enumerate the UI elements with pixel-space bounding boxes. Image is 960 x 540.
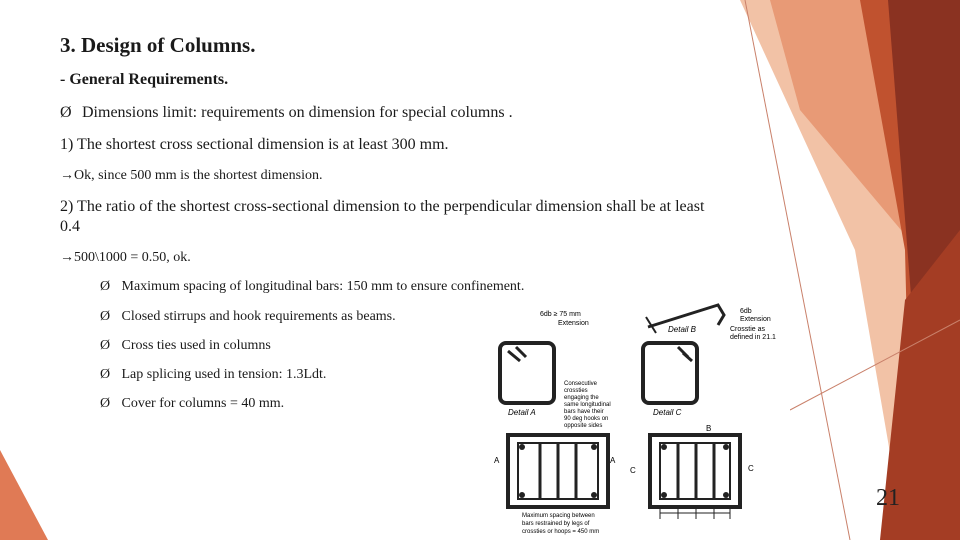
bullet-text: Maximum spacing of longitudinal bars: 150 mm to ensure confinement. xyxy=(121,279,525,294)
bullet-item xyxy=(100,309,396,325)
bullet-text: Cross ties used in columns xyxy=(121,338,271,353)
bullet-item xyxy=(100,396,284,412)
note-line: opposite sides xyxy=(564,423,603,429)
page-number: 21 xyxy=(876,485,900,511)
section-c-right-label: C xyxy=(748,464,754,473)
bullet-item xyxy=(100,279,524,295)
bullet-arrow-icon: Ø xyxy=(60,104,72,121)
note-line: crossties xyxy=(564,388,588,394)
bullet-text: Cover for columns = 40 mm. xyxy=(121,396,285,411)
bullet-text: Closed stirrups and hook requirements as beams. xyxy=(121,309,396,324)
detail-b-label: Detail B xyxy=(668,325,697,334)
bottom-left-triangle xyxy=(0,450,48,540)
crosstie-label: Crosstie as xyxy=(730,326,766,333)
spacing-note: crossties or hoops = 450 mm xyxy=(522,529,600,535)
section-c-left-label: C xyxy=(630,466,636,475)
section-a-left-label: A xyxy=(494,456,500,465)
spacing-note: Maximum spacing between xyxy=(522,513,595,519)
bullet-text: Lap splicing used in tension: 1.3Ldt. xyxy=(121,367,327,382)
bullet-item xyxy=(100,367,326,383)
spacing-note: bars restrained by legs of xyxy=(522,521,590,527)
bullet-arrow-icon: Ø xyxy=(100,367,111,382)
detail-a-label: Detail A xyxy=(508,408,536,417)
note-line: bars have their xyxy=(564,409,604,415)
check-2: →500\1000 = 0.50, ok. xyxy=(60,250,191,265)
requirement-2: 2) The ratio of the shortest cross-sectional dimension to the perpendicular dimension shall be at least 0.4 xyxy=(60,198,705,235)
check-1: →Ok, since 500 mm is the shortest dimension. xyxy=(60,168,323,183)
extension-right-label: 6db xyxy=(740,308,752,315)
extension-top-label-2: Extension xyxy=(558,320,589,327)
note-line: same longitudinal xyxy=(564,402,611,408)
bullet-item xyxy=(100,338,271,354)
section-b-label: B xyxy=(706,424,712,433)
slide-title: 3. Design of Columns. xyxy=(60,33,256,57)
bullet-arrow-icon: Ø xyxy=(100,279,111,294)
requirement-1: 1) The shortest cross sectional dimension is at least 300 mm. xyxy=(60,136,449,153)
bullet-arrow-icon: Ø xyxy=(100,338,111,353)
extension-top-label: 6db ≥ 75 mm xyxy=(540,311,581,318)
bullet-arrow-icon: Ø xyxy=(100,309,111,324)
crosstie-label-2: defined in 21.1 xyxy=(730,334,776,341)
note-line: engaging the xyxy=(564,395,599,401)
note-line: 90 deg hooks on xyxy=(564,416,609,422)
detail-c-label: Detail C xyxy=(653,408,682,417)
section-a-right-label: A xyxy=(610,456,616,465)
dimensions-limit-text: Dimensions limit: requirements on dimension for special columns . xyxy=(82,104,513,121)
dimensions-limit-line xyxy=(60,104,513,122)
section-subtitle: - General Requirements. xyxy=(60,71,229,88)
note-line: Consecutive xyxy=(564,381,598,387)
bullet-arrow-icon: Ø xyxy=(100,396,111,411)
extension-right-label-2: Extension xyxy=(740,316,771,323)
column-reinforcement-figure xyxy=(478,295,790,540)
